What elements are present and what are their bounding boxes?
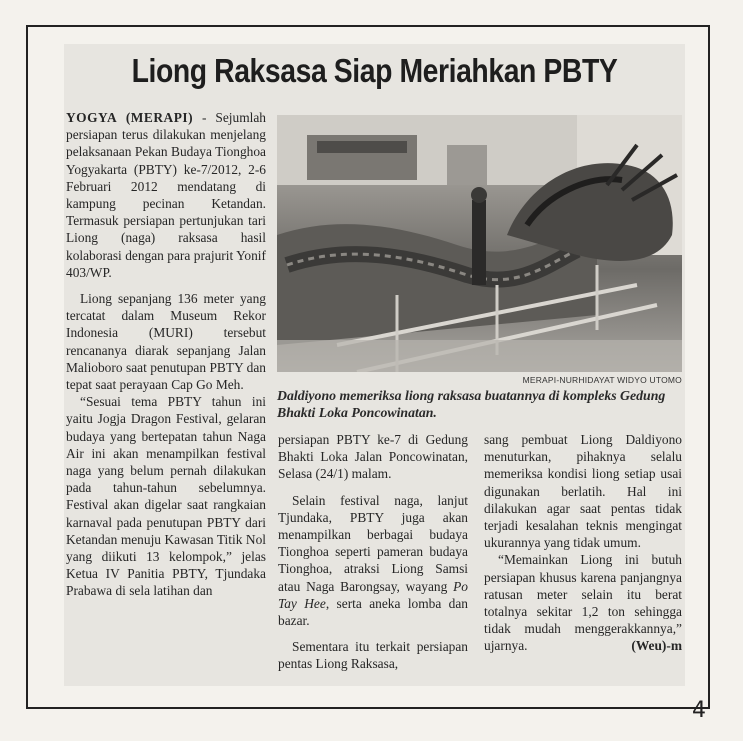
page-mark: 4 [692,698,706,723]
author-signature: (Weu)-m [631,638,682,654]
col3-paragraph-1: sang pembuat Liong Daldiyono menuturkan, pihaknya selalu memeriksa kondisi liong setiap usai digunakan berlatih. Hal ini dilakukan agar saat pentas tidak terjadi kesalahan teknis mengingat ukurannya yang tidak umum. [484,432,682,551]
article-column-2 [278,431,468,673]
photo-caption: Daldiyono memeriksa liong raksasa buatannya di kompleks Gedung Bhakti Loka Poncowinatan. [277,388,666,420]
col3-paragraph-2 [484,551,682,654]
col2-paragraph-3: Sementara itu terkait persiapan pentas Liong Raksasa, [278,639,468,672]
newspaper-clipping [64,44,685,686]
col2-p2-text-b: , serta aneka lomba dan bazar. [278,595,469,629]
col1-paragraph-2: Liong sepanjang 136 meter yang tercatat dalam Museum Rekor Indonesia (MURI) tersebut rencananya diarak sepanjang Jalan Malioboro saat penutupan PBTY dan tepat saat perayaan Cap Go Meh. [66,291,266,393]
col1-paragraph-1: - Sejumlah persiapan terus dilakukan menjelang pelaksanaan Pekan Budaya Tionghoa Yogyakarta (PBTY) ke-7/2012, 2-6 Februari 2012 mendatang di kampung pecinan Ketandan. Termasuk persiapan pertunjukan tari Liong (naga) raksasa hasil kolaborasi dengan para prajurit Yonif 403/WP. [66,110,266,280]
col3-p2-text: “Memainkan Liong ini butuh persiapan khusus karena panjangnya ratusan meter selain itu berat totalnya sekitar 1,2 ton sehingga tidak mudah menggerakkannya,” ujarnya. [484,552,682,654]
dateline: YOGYA (MERAPI) [66,110,194,125]
article-column-3 [484,431,682,655]
col1-paragraph-3: “Sesuai tema PBTY tahun ini yaitu Jogja Dragon Festival, gelaran budaya yang bertepatan tahun Naga Air ini akan menampilkan festival naga yang belum pernah dilakukan pada tahun-tahun sebelumnya. Festival akan digelar saat rangkaian karnaval pada penutupan PBTY dari Ketandan menuju Kawasan Titik Nol yang diikuti 13 kelompok,” jelas Ketua IV Panitia PBTY, Tjundaka Prabawa di sela latihan dan [66,394,266,599]
col2-paragraph-2 [278,492,468,630]
headline: Liong Raksasa Siap Meriahkan PBTY [131,52,618,89]
col2-p2-text-a: Selain festival naga, lanjut Tjundaka, PBTY juga akan menampilkan berbagai budaya Tionghoa seperti pameran budaya Tionghoa, atraksi Liong Samsi atau Naga Barongsay, wayang [278,492,468,594]
dragon-photo-illustration [277,115,682,372]
article-column-1 [66,109,266,600]
dragon-photo [277,115,682,372]
col2-p2-italic: Po Tay Hee [278,578,468,611]
col2-paragraph-1: persiapan PBTY ke-7 di Gedung Bhakti Loka Jalan Poncowinatan, Selasa (24/1) malam. [278,432,468,482]
photo-credit: MERAPI-NURHIDAYAT WIDYO UTOMO [522,375,682,385]
